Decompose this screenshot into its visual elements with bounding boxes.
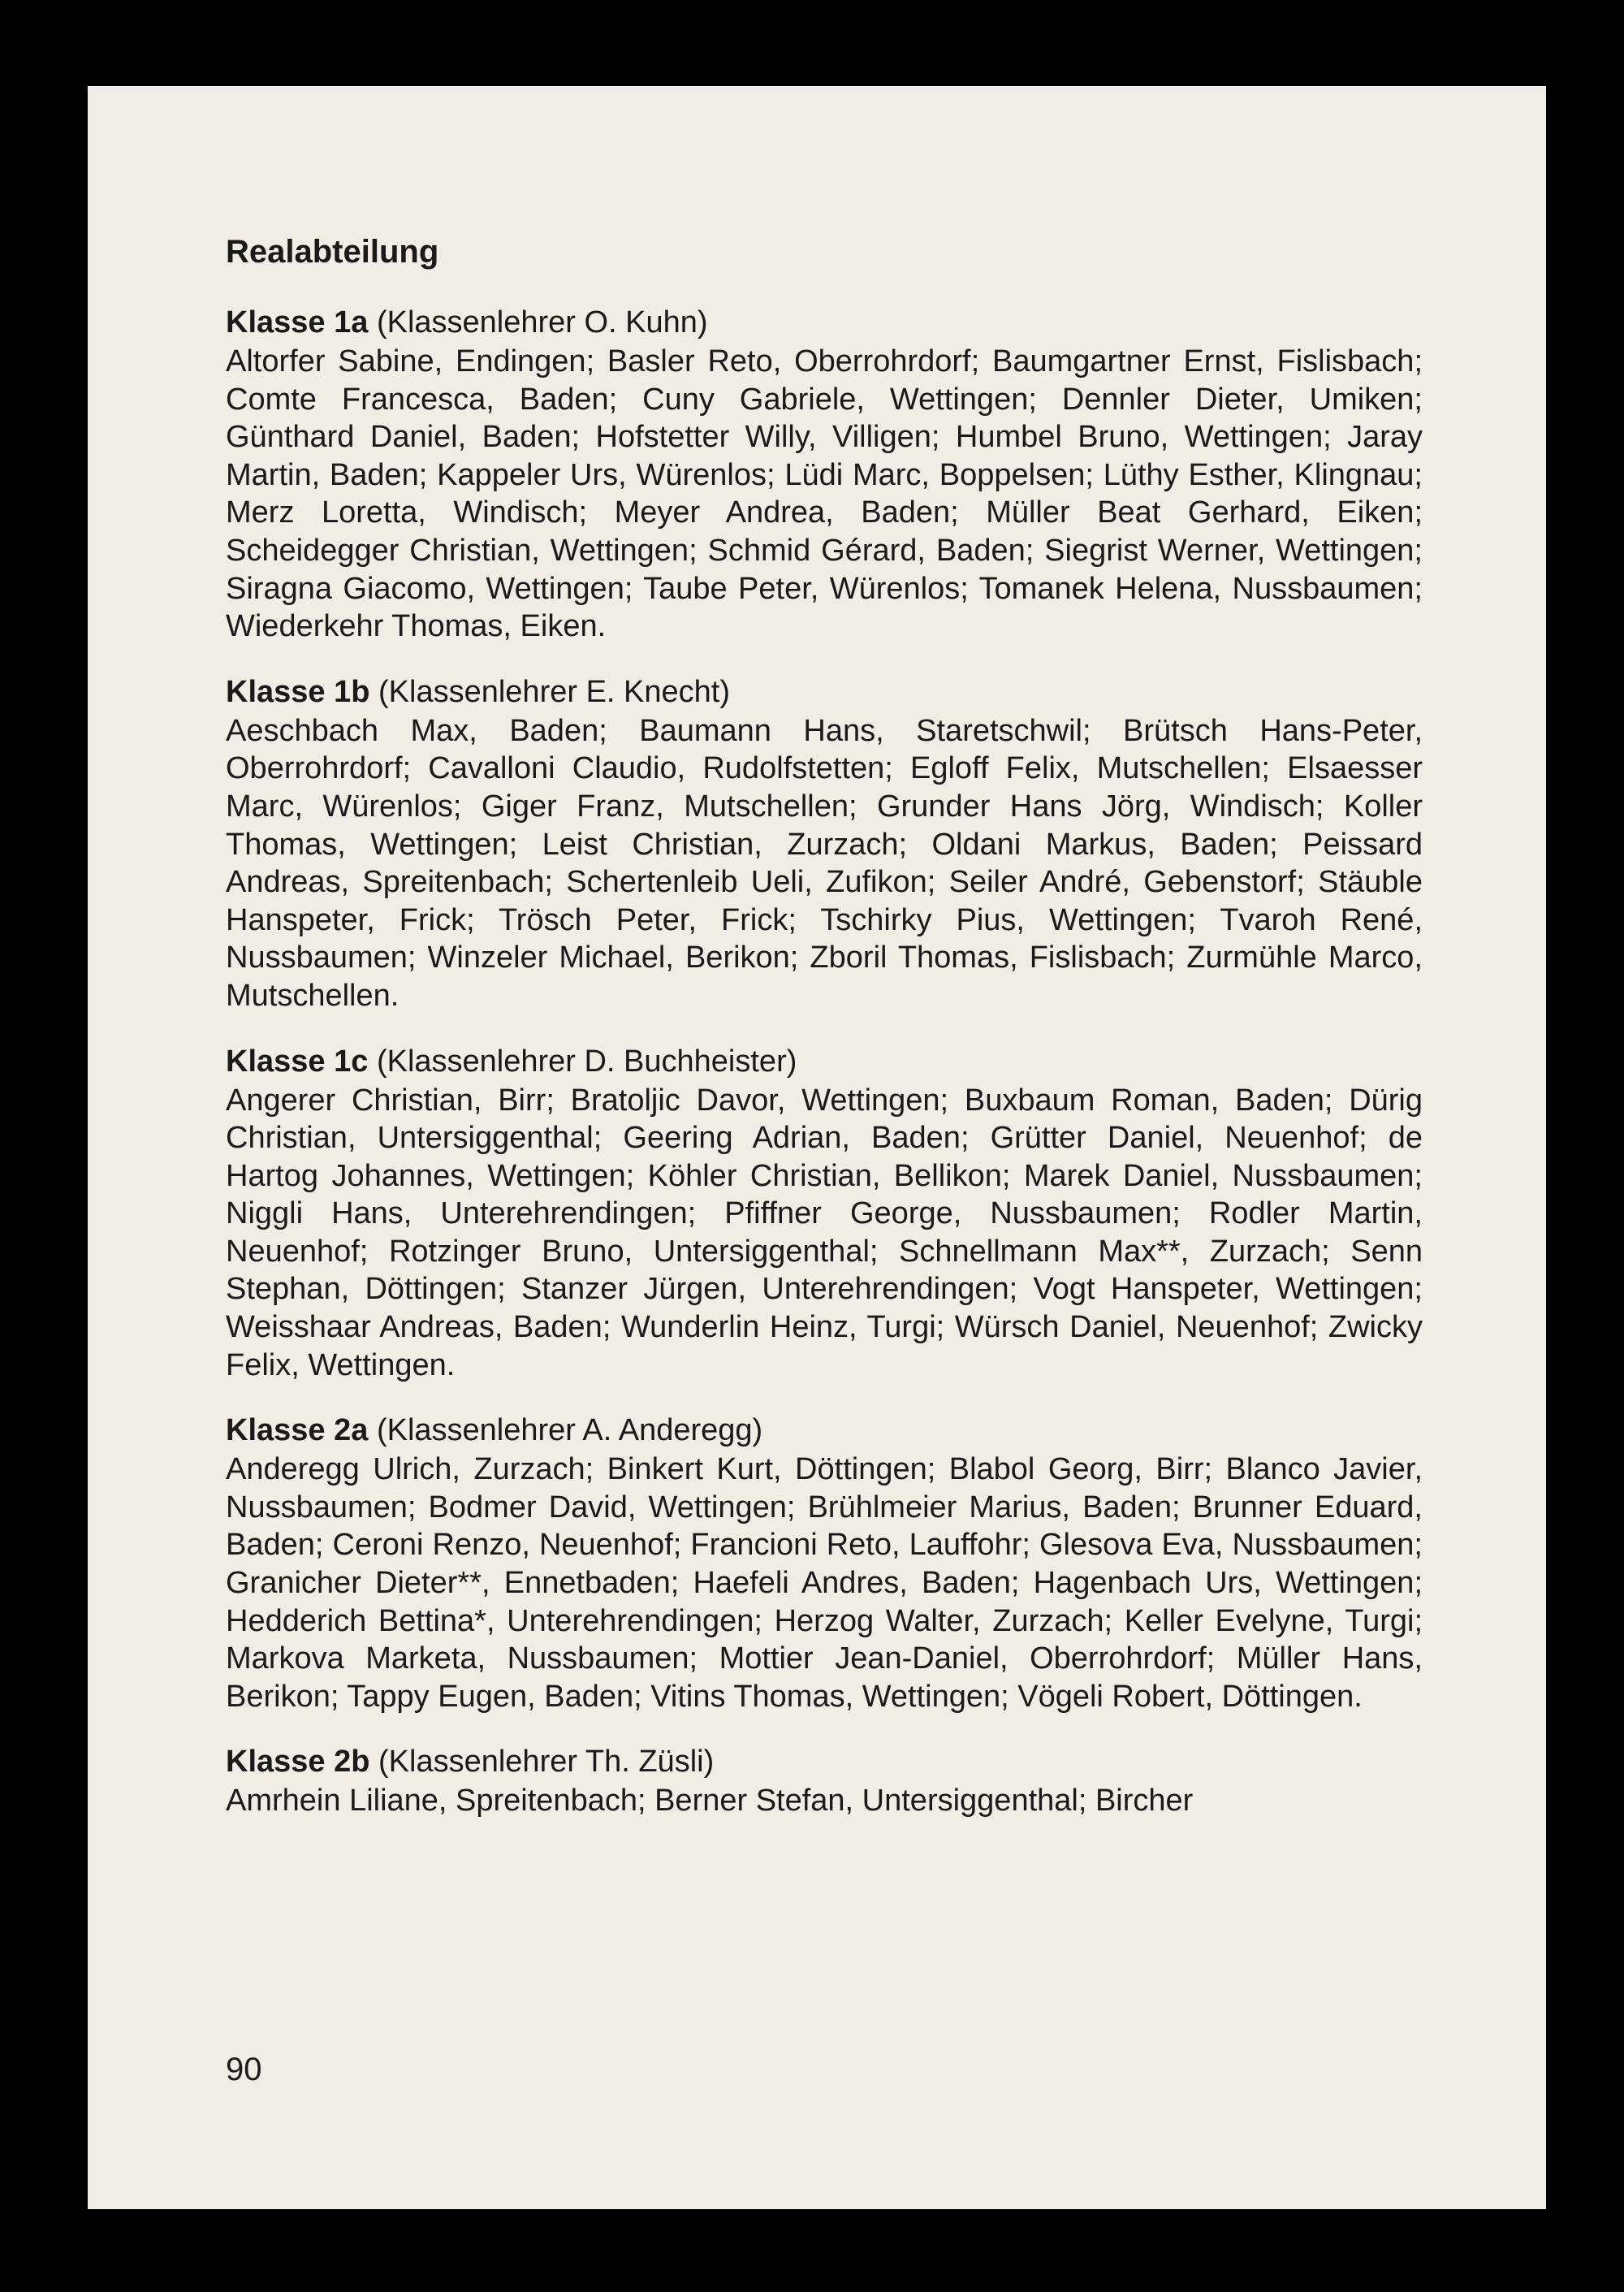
class-student-list: Angerer Christian, Birr; Bratoljic Davor, Wettingen; Buxbaum Roman, Baden; Dürig Christian, Untersiggenthal; Geering Adrian, Baden; Grütter Daniel, Neuenhof; de Hartog Johannes, Wettingen; Köhler Christian, Bellikon; Marek Daniel, Nussbaumen; Niggli Hans, Unterehrendingen; Pfiffner George, Nussbaumen; Rodler Martin, Neuenhof; Rotzinger Bruno, Untersiggenthal; Schnellmann Max**, Zurzach; Senn Stephan, Döttingen; Stanzer Jürgen, Unterehrendingen; Vogt Hanspeter, Wettingen; Weisshaar Andreas, Baden; Wunderlin Heinz, Turgi; Würsch Daniel, Neuenhof; Zwicky Felix, Wettingen. [226,1083,1423,1382]
class-heading [226,1410,1423,1451]
class-teacher: (Klassenlehrer A. Anderegg) [376,1413,763,1448]
class-block-1b [226,672,1423,1015]
class-student-list: Altorfer Sabine, Endingen; Basler Reto, Oberrohrdorf; Baumgartner Ernst, Fislisbach; Comte Francesca, Baden; Cuny Gabriele, Wettingen; Dennler Dieter, Umiken; Günthard Daniel, Baden; Hofstetter Willy, Villigen; Humbel Bruno, Wettingen; Jaray Martin, Baden; Kappeler Urs, Würenlos; Lüdi Marc, Boppelsen; Lüthy Esther, Klingnau; Merz Loretta, Windisch; Meyer Andrea, Baden; Müller Beat Gerhard, Eiken; Scheidegger Christian, Wettingen; Schmid Gérard, Baden; Siegrist Werner, Wettingen; Siragna Giacomo, Wettingen; Taube Peter, Würenlos; Tomanek Helena, Nussbaumen; Wiederkehr Thomas, Eiken. [226,344,1423,644]
class-teacher: (Klassenlehrer Th. Züsli) [378,1745,715,1780]
class-teacher: (Klassenlehrer D. Buchheister) [376,1044,797,1079]
class-label: Klasse 1a [226,305,369,339]
class-heading [226,672,1423,712]
class-block-2b [226,1741,1423,1820]
section-title: Realabteilung [226,234,439,270]
class-block-1c [226,1041,1423,1385]
class-student-list: Aeschbach Max, Baden; Baumann Hans, Staretschwil; Brütsch Hans-Peter, Oberrohrdorf; Cavalloni Claudio, Rudolfstetten; Egloff Felix, Mutschellen; Elsaesser Marc, Würenlos; Giger Franz, Mutschellen; Grunder Hans Jörg, Windisch; Koller Thomas, Wettingen; Leist Christian, Zurzach; Oldani Markus, Baden; Peissard Andreas, Spreitenbach; Schertenleib Ueli, Zufikon; Seiler André, Gebenstorf; Stäuble Hanspeter, Frick; Trösch Peter, Frick; Tschirky Pius, Wettingen; Tvaroh René, Nussbaumen; Winzeler Michael, Berikon; Zboril Thomas, Fislisbach; Zurmühle Marco, Mutschellen. [226,713,1423,1013]
class-heading [226,1741,1423,1782]
class-label: Klasse 1c [226,1044,369,1079]
class-block-1a [226,302,1423,646]
page-number: 90 [226,2052,262,2087]
class-label: Klasse 2b [226,1745,370,1780]
class-teacher: (Klassenlehrer E. Knecht) [378,674,730,709]
class-teacher: (Klassenlehrer O. Kuhn) [376,305,708,339]
class-block-2a [226,1410,1423,1715]
class-heading [226,302,1423,343]
class-heading [226,1041,1423,1082]
class-student-list: Amrhein Liliane, Spreitenbach; Berner Stefan, Untersiggenthal; Bircher [226,1784,1194,1818]
class-student-list: Anderegg Ulrich, Zurzach; Binkert Kurt, Döttingen; Blabol Georg, Birr; Blanco Javier, Nussbaumen; Bodmer David, Wettingen; Brühlmeier Marius, Baden; Brunner Eduard, Baden; Ceroni Renzo, Neuenhof; Francioni Reto, Lauffohr; Glesova Eva, Nussbaumen; Granicher Dieter**, Ennetbaden; Haefeli Andres, Baden; Hagenbach Urs, Wettingen; Hedderich Bettina*, Unterehrendingen; Herzog Walter, Zurzach; Keller Evelyne, Turgi; Markova Marketa, Nussbaumen; Mottier Jean-Daniel, Oberrohrdorf; Müller Hans, Berikon; Tappy Eugen, Baden; Vitins Thomas, Wettingen; Vögeli Robert, Döttingen. [226,1452,1423,1714]
document-page [88,86,1546,2209]
page-content [226,232,1423,1846]
class-label: Klasse 1b [226,674,370,709]
class-label: Klasse 2a [226,1413,369,1448]
